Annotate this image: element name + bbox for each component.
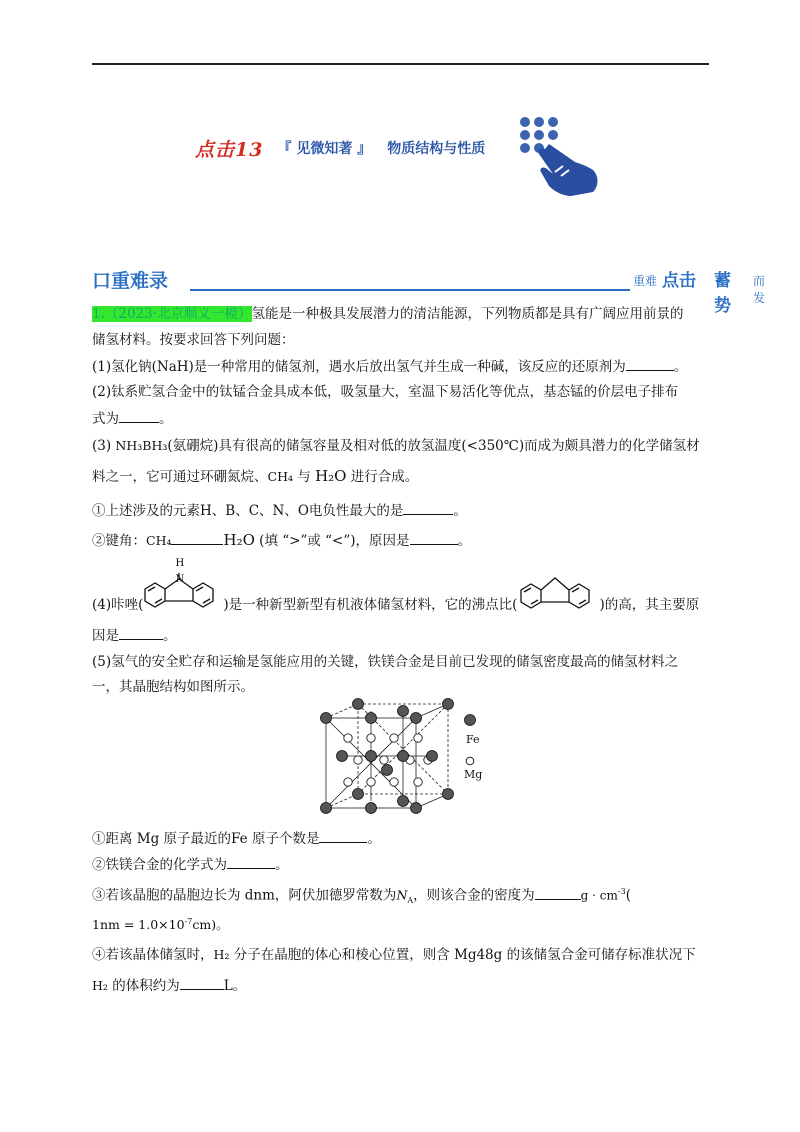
banner-tag: 『 见微知著 』 [277, 141, 372, 157]
crystal-cell-diagram [318, 698, 458, 818]
part-1: (1)氢化钠(NaH)是一种常用的储氢剂，遇水后放出氢气并生成一种碱，该反应的还原剂为 。 [92, 356, 710, 377]
pointing-hand-icon [515, 114, 605, 198]
answer-blank [319, 828, 367, 843]
question-intro-cont: 储氢材料。按要求回答下列问题： [92, 332, 295, 348]
answer-blank [626, 356, 674, 371]
part-5-sub3-cont: $1nm = 1.0\times 10^{-7}cm$)。 [92, 917, 229, 933]
carbazole-structure [137, 557, 221, 615]
section-tag-4: 而发 [753, 274, 766, 305]
part-5-sub3: ③若该晶胞的晶胞边长为 dnm，阿伏加德罗常数为$N_A$，则该合金的密度为 $g \cdot cm^{-3}$( [92, 882, 710, 911]
part-4-cont: 因是 。 [92, 625, 710, 646]
part-2-cont: 式为 。 [92, 408, 710, 429]
part-5: (5)氢气的安全贮存和运输是氢能应用的关键，铁镁合金是目前已发现的储氢密度最高的储氢材料之 [92, 654, 679, 670]
answer-blank [535, 885, 581, 900]
part-3-sub2: ②键角：CH₄ H₂O (填 “>”或 “<”)，原因是 。 [92, 531, 472, 549]
part-5-sub4: ④若该晶体储氢时，H₂ 分子在晶胞的体心和棱心位置，则含 Mg48g 的该储氢合金可储存标准状况下 [92, 947, 696, 963]
banner-point: 点击13 [195, 138, 264, 161]
part-5-cont: 一，其晶胞结构如图所示。 [92, 679, 254, 695]
answer-blank [403, 500, 453, 515]
topic-banner [195, 133, 485, 163]
part-3: (3) NH₃BH₃(氨硼烷)具有很高的储氢容量及相对低的放氢温度(<350℃)而成为颇具潜力的化学储氢材 [92, 438, 700, 454]
part-5-sub2: ②铁镁合金的化学式为 。 [92, 854, 710, 875]
section-underline [190, 289, 630, 291]
part-3-cont: 料之一，它可通过环硼氮烷、CH₄ 与 H₂O 进行合成。 [92, 467, 419, 485]
question-intro: 1.（2023·北京顺义一模）氢能是一种极具发展潜力的清洁能源，下列物质都是具有广阔应用前景的 [92, 306, 684, 322]
fe-legend-sphere [463, 713, 477, 727]
answer-blank [119, 408, 159, 423]
banner-topic: 物质结构与性质 [387, 141, 486, 157]
fe-legend-label: Fe [466, 733, 480, 746]
section-tag-2: 点击 [662, 271, 696, 291]
mg-legend-label: Mg [464, 768, 483, 781]
section-tag-3: 蓄势 [714, 271, 731, 316]
answer-blank [227, 854, 275, 869]
part-4: (4)咔唑( )是一种新型新型有机液体储氢材料，它的沸点比( )的高，其主要原 [92, 597, 700, 613]
fluorene-structure [513, 570, 597, 616]
answer-blank [171, 530, 223, 545]
mg-legend-circle [465, 756, 475, 766]
answer-blank [410, 530, 458, 545]
section-tag-1: 重难 [633, 274, 658, 288]
top-rule [92, 63, 709, 65]
carbazole-n-label: N [175, 574, 185, 585]
part-2: (2)钛系贮氢合金中的钛锰合金具成本低，吸氢量大，室温下易活化等优点，基态锰的价层电子排布 [92, 384, 679, 400]
section-title: 口重难录 [92, 270, 169, 292]
part-5-sub4-cont: H₂ 的体积约为 L。 [92, 975, 710, 996]
answer-blank [180, 975, 224, 990]
answer-blank [119, 625, 163, 640]
part-3-sub1: ①上述涉及的元素H、B、C、N、O电负性最大的是 。 [92, 500, 710, 521]
source-tag: 1.（2023·北京顺义一模） [92, 306, 252, 322]
part-5-sub1: ①距离 Mg 原子最近的Fe 原子个数是 。 [92, 828, 710, 849]
carbazole-h-label: H [175, 558, 185, 569]
